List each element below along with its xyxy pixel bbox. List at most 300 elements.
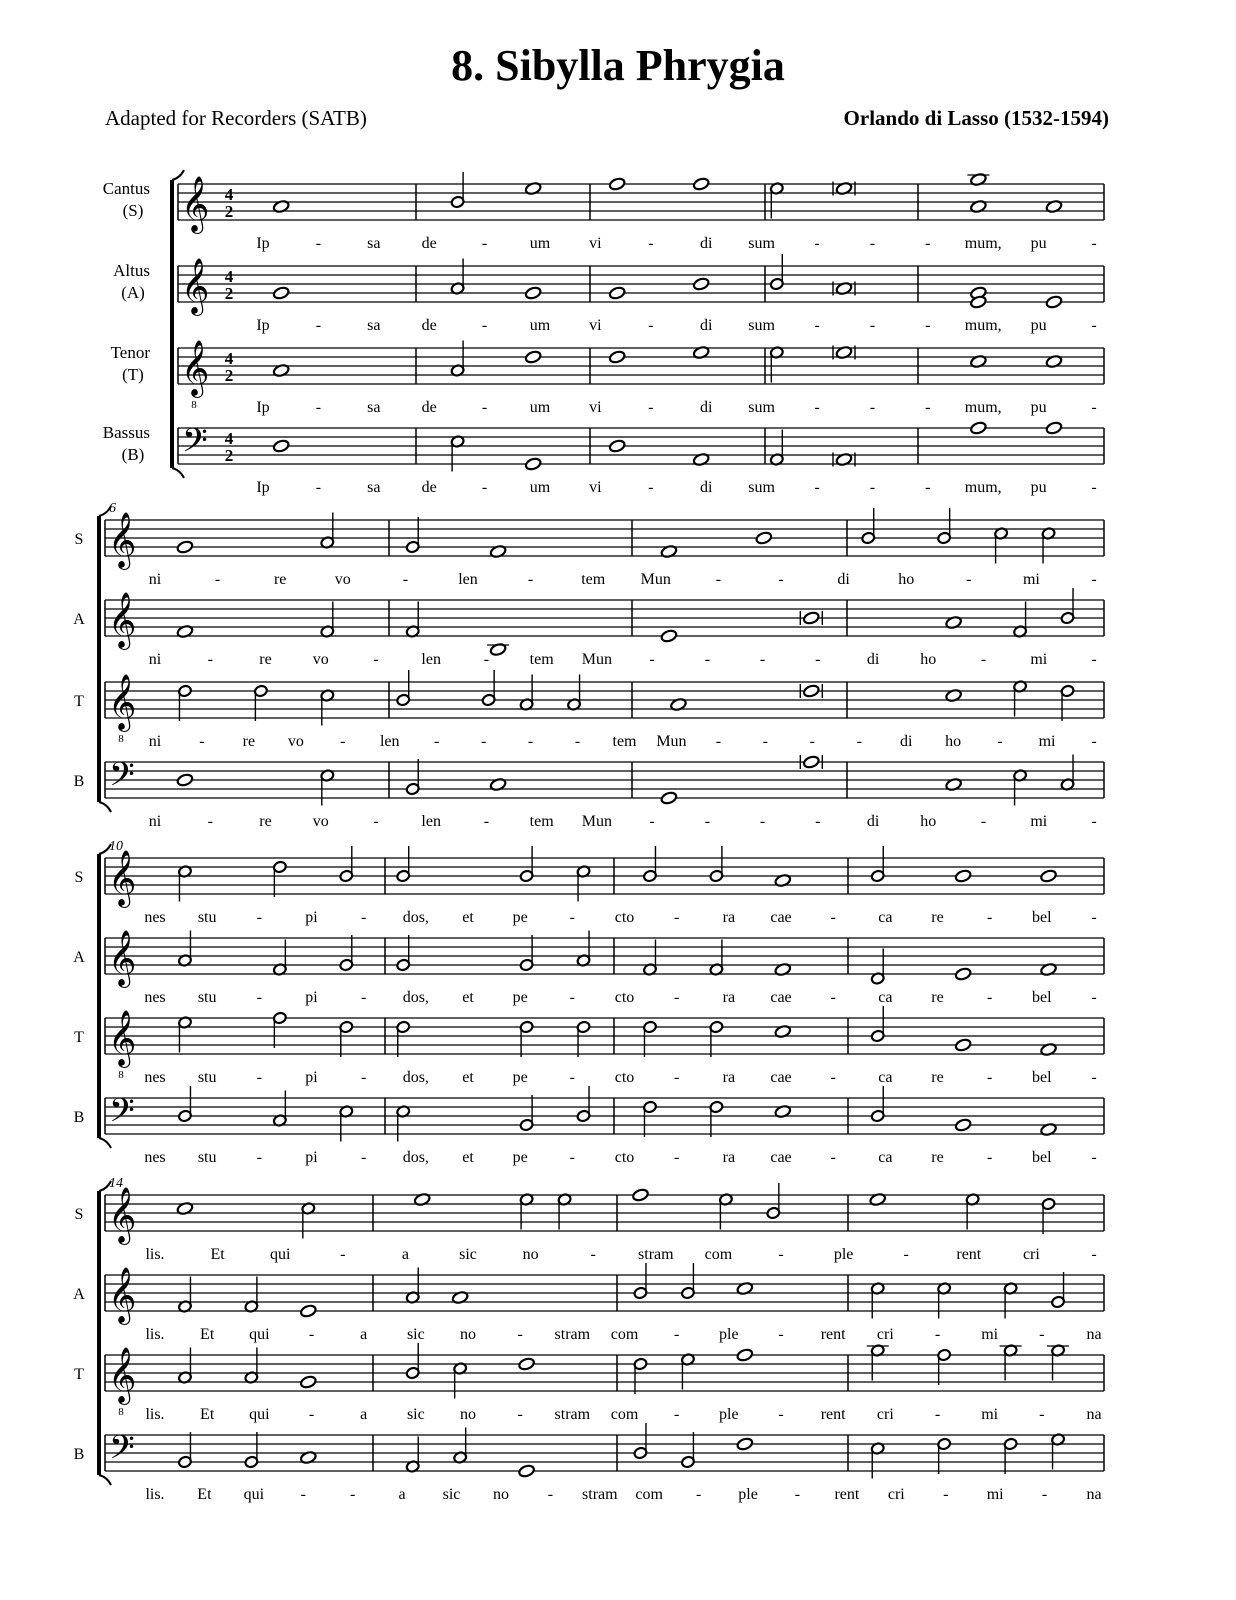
breve-note	[803, 611, 820, 625]
lyric-hyphen: -	[674, 1149, 680, 1166]
lyric-syllable: ho	[945, 733, 962, 750]
voice-name: Altus	[113, 261, 150, 280]
lyric-syllable: bel	[1032, 989, 1052, 1006]
staff-a	[105, 931, 1104, 989]
lyric-hyphen: -	[869, 235, 876, 252]
lyric-syllable: cae	[770, 909, 792, 926]
lyric-syllable: ple	[719, 1406, 739, 1423]
voice-short-name: S	[74, 1206, 84, 1223]
voice-short-name: A	[73, 949, 85, 966]
lyric-syllable: mum,	[964, 317, 1002, 334]
lyric-hyphen: -	[674, 1406, 680, 1423]
lyric-hyphen: -	[361, 989, 367, 1006]
lyric-hyphen: -	[980, 651, 987, 668]
lyric-syllable: stu	[197, 989, 217, 1006]
lyric-syllable: Mun	[640, 571, 671, 588]
lyric-syllable: sum	[748, 235, 775, 252]
lyric-hyphen: -	[361, 909, 367, 926]
lyric-syllable: ni	[148, 813, 162, 830]
lyric-hyphen: -	[373, 651, 379, 668]
lyric-syllable: re	[259, 651, 272, 668]
voice-name: Bassus	[102, 423, 150, 442]
lyric-syllable: dos,	[402, 909, 429, 926]
lyric-hyphen: -	[778, 1246, 784, 1263]
lyric-hyphen: -	[1091, 989, 1097, 1006]
lyric-syllable: vi	[589, 479, 602, 496]
lyric-syllable: di	[699, 235, 713, 252]
lyric-syllable: sum	[748, 399, 775, 416]
lyric-hyphen: -	[340, 733, 346, 750]
lyric-syllable: ho	[898, 571, 915, 588]
time-signature-bottom: 2	[224, 284, 234, 303]
whole-note	[300, 1375, 317, 1389]
lyric-syllable: re	[931, 989, 944, 1006]
lyric-hyphen: -	[980, 813, 987, 830]
lyric-hyphen: -	[1091, 813, 1097, 830]
lyric-syllable: sa	[367, 317, 381, 334]
lyric-syllable: tem	[529, 651, 554, 668]
lyric-syllable: no	[460, 1406, 476, 1423]
lyric-hyphen: -	[207, 813, 213, 830]
voice-name: Tenor	[110, 343, 150, 362]
staff-s	[178, 172, 1104, 234]
lyric-syllable: com	[610, 1406, 639, 1423]
lyric-hyphen: -	[1091, 909, 1097, 926]
lyric-syllable: sum	[748, 317, 775, 334]
voice-abbr: (A)	[121, 283, 145, 302]
lyric-hyphen: -	[759, 813, 766, 830]
whole-note	[273, 286, 290, 300]
lyric-hyphen: -	[256, 989, 262, 1006]
whole-note	[693, 277, 710, 291]
lyric-syllable: rent	[820, 1326, 846, 1343]
lyric-syllable: rent	[820, 1406, 846, 1423]
lyric-hyphen: -	[856, 733, 862, 750]
lyric-hyphen: -	[704, 813, 711, 830]
lyric-syllable: de	[421, 399, 437, 416]
lyric-hyphen: -	[1091, 479, 1097, 496]
staff-s	[105, 846, 1104, 908]
lyric-syllable: len	[379, 733, 400, 750]
lyric-syllable: bel	[1032, 1149, 1052, 1166]
octave-eight-mark: 8	[118, 733, 124, 745]
lyric-syllable: Mun	[656, 733, 687, 750]
lyric-syllable: mi	[1022, 571, 1040, 588]
lyric-syllable: mi	[1030, 651, 1048, 668]
lyric-syllable: ra	[722, 909, 736, 926]
lyric-syllable: ho	[920, 651, 937, 668]
lyric-hyphen: -	[695, 1486, 702, 1503]
whole-note	[300, 1304, 317, 1318]
lyric-hyphen: -	[934, 1406, 941, 1423]
lyric-syllable: cto	[614, 989, 635, 1006]
whole-note	[609, 286, 626, 300]
lyric-syllable: pu	[1030, 479, 1047, 496]
whole-note	[1045, 421, 1062, 435]
lyric-syllable: de	[421, 479, 437, 496]
lyric-hyphen: -	[674, 989, 680, 1006]
bracket-bottom-hook	[99, 802, 111, 812]
lyric-syllable: Et	[197, 1486, 212, 1503]
lyric-hyphen: -	[481, 317, 488, 334]
lyric-syllable: pi	[305, 1069, 318, 1086]
lyric-syllable: pe	[512, 989, 528, 1006]
time-signature-bottom: 2	[224, 202, 234, 221]
lyric-syllable: com	[704, 1246, 733, 1263]
lyric-syllable: ple	[719, 1326, 739, 1343]
lyric-syllable: re	[259, 813, 272, 830]
whole-note	[1045, 295, 1062, 309]
whole-note	[954, 1118, 971, 1132]
lyric-hyphen: -	[674, 1069, 680, 1086]
lyric-syllable: stram	[582, 1486, 618, 1503]
time-signature-top: 4	[224, 429, 234, 448]
voice-name: Cantus	[102, 179, 150, 198]
lyric-syllable: di	[899, 733, 913, 750]
lyric-syllable: cto	[614, 1069, 635, 1086]
lyric-hyphen: -	[794, 1486, 801, 1503]
bass-clef: 𝄢	[109, 1429, 135, 1474]
staff-s	[105, 508, 1104, 570]
lyric-hyphen: -	[778, 1406, 784, 1423]
whole-note	[609, 439, 626, 453]
lyric-syllable: sa	[367, 479, 381, 496]
lyric-syllable: cae	[770, 989, 792, 1006]
lyric-syllable: stu	[197, 1149, 217, 1166]
treble-clef: 𝄞	[108, 594, 137, 647]
treble-clef: 𝄞	[108, 514, 137, 567]
lyric-syllable: ca	[878, 909, 893, 926]
lyric-syllable: ra	[722, 1149, 736, 1166]
lyric-syllable: cri	[1022, 1246, 1040, 1263]
lyric-hyphen: -	[903, 1246, 909, 1263]
lyric-syllable: ni	[148, 651, 162, 668]
lyric-hyphen: -	[1091, 317, 1097, 334]
lyric-hyphen: -	[315, 317, 322, 334]
lyric-hyphen: -	[569, 1069, 575, 1086]
lyric-syllable: Mun	[581, 813, 612, 830]
lyric-syllable: lis.	[145, 1326, 165, 1343]
whole-note	[1040, 869, 1057, 883]
whole-note	[518, 1357, 535, 1371]
lyric-syllable: qui	[249, 1406, 270, 1423]
lyric-syllable: mum,	[964, 399, 1002, 416]
voice-short-name: S	[74, 869, 84, 886]
lyric-syllable: len	[458, 571, 478, 588]
octave-eight-mark: 8	[118, 1406, 124, 1418]
lyric-hyphen: -	[778, 571, 784, 588]
lyric-hyphen: -	[925, 479, 931, 496]
lyric-syllable: Mun	[581, 651, 612, 668]
whole-note	[525, 457, 542, 471]
lyric-syllable: sum	[748, 479, 775, 496]
composer-credit: Orlando di Lasso (1532-1594)	[843, 106, 1109, 130]
staff-b	[105, 755, 1104, 806]
whole-note	[273, 439, 290, 453]
lyric-hyphen: -	[574, 733, 581, 750]
lyric-hyphen: -	[814, 399, 820, 416]
lyric-syllable: re	[931, 1069, 944, 1086]
lyric-syllable: um	[529, 317, 551, 334]
lyric-hyphen: -	[987, 909, 993, 926]
lyric-hyphen: -	[1039, 1326, 1045, 1343]
lyric-syllable: ple	[738, 1486, 758, 1503]
treble-clef: 𝄞	[108, 1012, 137, 1065]
lyric-syllable: no	[492, 1486, 509, 1503]
lyric-syllable: ni	[148, 733, 162, 750]
lyric-syllable: dos,	[402, 989, 429, 1006]
lyric-syllable: ra	[722, 989, 736, 1006]
lyric-syllable: et	[462, 1149, 474, 1166]
lyric-hyphen: -	[649, 651, 655, 668]
lyric-syllable: len	[421, 651, 441, 668]
staff-b	[105, 1086, 1104, 1142]
lyric-hyphen: -	[361, 1069, 367, 1086]
lyric-syllable: a	[401, 1246, 409, 1263]
lyric-syllable: sa	[367, 235, 381, 252]
lyric-syllable: na	[1086, 1486, 1102, 1503]
staff-a	[105, 588, 1104, 657]
time-signature-top: 4	[224, 349, 234, 368]
lyric-hyphen: -	[569, 909, 575, 926]
lyric-syllable: ca	[878, 1069, 893, 1086]
lyric-hyphen: -	[1091, 235, 1097, 252]
treble-clef: 𝄞	[108, 1189, 137, 1242]
voice-short-name: A	[73, 1286, 85, 1303]
staff-a	[178, 254, 1104, 316]
lyric-hyphen: -	[674, 1326, 680, 1343]
whole-note	[954, 967, 971, 981]
lyric-hyphen: -	[483, 651, 490, 668]
octave-eight-mark: 8	[191, 399, 197, 411]
lyric-syllable: di	[699, 479, 713, 496]
lyric-hyphen: -	[830, 1149, 836, 1166]
lyric-syllable: et	[462, 989, 474, 1006]
lyric-syllable: ni	[148, 571, 162, 588]
lyric-hyphen: -	[590, 1246, 596, 1263]
lyric-syllable: pe	[512, 1149, 528, 1166]
lyric-syllable: bel	[1032, 1069, 1052, 1086]
lyric-hyphen: -	[987, 989, 993, 1006]
lyric-hyphen: -	[925, 317, 931, 334]
whole-note	[736, 1348, 753, 1362]
lyric-syllable: Et	[210, 1246, 225, 1263]
lyric-syllable: di	[866, 813, 880, 830]
lyric-hyphen: -	[517, 1406, 523, 1423]
lyric-hyphen: -	[547, 1486, 554, 1503]
lyric-hyphen: -	[997, 733, 1003, 750]
lyric-hyphen: -	[869, 399, 876, 416]
lyric-hyphen: -	[207, 651, 213, 668]
lyric-hyphen: -	[256, 1069, 262, 1086]
lyric-syllable: nes	[144, 1069, 166, 1086]
lyric-hyphen: -	[830, 1069, 836, 1086]
lyric-syllable: tem	[581, 571, 606, 588]
lyric-hyphen: -	[1091, 1069, 1097, 1086]
lyric-syllable: de	[421, 235, 437, 252]
lyric-syllable: di	[699, 399, 713, 416]
lyric-hyphen: -	[481, 479, 488, 496]
lyric-hyphen: -	[704, 651, 711, 668]
lyric-syllable: lis.	[145, 1246, 165, 1263]
lyric-hyphen: -	[199, 733, 205, 750]
measure-number: 6	[109, 501, 116, 516]
voice-abbr: (T)	[122, 365, 144, 384]
lyric-syllable: vo	[334, 571, 351, 588]
lyric-hyphen: -	[648, 317, 654, 334]
lyric-syllable: lis.	[145, 1406, 165, 1423]
voice-short-name: A	[73, 611, 85, 628]
bass-clef: 𝄢	[109, 1092, 135, 1137]
lyric-hyphen: -	[674, 909, 680, 926]
whole-note	[176, 540, 193, 554]
lyric-syllable: qui	[243, 1486, 265, 1503]
voice-short-name: T	[74, 1366, 84, 1383]
page-title: 8. Sibylla Phrygia	[451, 41, 785, 90]
whole-note	[660, 791, 677, 805]
lyric-syllable: sic	[406, 1326, 425, 1343]
lyric-hyphen: -	[373, 813, 379, 830]
lyric-syllable: pe	[512, 1069, 528, 1086]
lyric-syllable: na	[1086, 1406, 1102, 1423]
measure-number: 14	[109, 1176, 123, 1191]
bracket-bottom-hook	[99, 1138, 111, 1148]
lyric-syllable: nes	[144, 909, 166, 926]
whole-note	[755, 531, 772, 545]
lyric-hyphen: -	[987, 1149, 993, 1166]
voice-short-name: B	[73, 1446, 85, 1463]
lyric-syllable: pi	[305, 1149, 318, 1166]
lyric-syllable: di	[699, 317, 713, 334]
lyric-syllable: vo	[312, 813, 329, 830]
lyric-hyphen: -	[308, 1326, 315, 1343]
lyric-hyphen: -	[340, 1246, 346, 1263]
lyric-syllable: na	[1086, 1326, 1102, 1343]
lyric-hyphen: -	[315, 479, 322, 496]
lyric-syllable: re	[931, 1149, 944, 1166]
voice-abbr: (B)	[121, 445, 145, 464]
lyric-syllable: a	[360, 1326, 368, 1343]
lyric-hyphen: -	[715, 571, 722, 588]
lyric-hyphen: -	[814, 235, 820, 252]
lyric-hyphen: -	[649, 813, 655, 830]
lyric-syllable: nes	[144, 1149, 166, 1166]
treble-clef: 𝄞	[108, 1269, 137, 1322]
whole-note	[970, 421, 987, 435]
lyric-syllable: rent	[834, 1486, 860, 1503]
lyric-hyphen: -	[814, 479, 820, 496]
lyric-hyphen: -	[814, 317, 820, 334]
bracket-bottom-hook	[172, 468, 184, 478]
lyric-syllable: sa	[367, 399, 381, 416]
lyric-hyphen: -	[1039, 1406, 1045, 1423]
whole-note	[693, 177, 710, 191]
lyric-hyphen: -	[527, 571, 534, 588]
lyric-hyphen: -	[350, 1486, 356, 1503]
bass-clef: 𝄢	[182, 422, 208, 467]
lyric-hyphen: -	[815, 651, 821, 668]
whole-note	[954, 1038, 971, 1052]
voice-short-name: S	[74, 531, 84, 548]
breve-note	[803, 755, 820, 769]
voice-short-name: B	[73, 1109, 85, 1126]
treble-clef: 𝄞	[181, 178, 210, 231]
lyric-syllable: pi	[305, 909, 318, 926]
lyric-syllable: qui	[249, 1326, 270, 1343]
whole-note	[954, 869, 971, 883]
lyric-syllable: pu	[1030, 235, 1047, 252]
staff-t	[105, 1006, 1104, 1081]
lyric-syllable: cae	[770, 1069, 792, 1086]
lyric-hyphen: -	[869, 317, 876, 334]
lyric-hyphen: -	[481, 399, 488, 416]
lyric-hyphen: -	[402, 571, 409, 588]
lyric-syllable: sic	[442, 1486, 461, 1503]
lyric-syllable: cri	[876, 1326, 894, 1343]
lyric-syllable: vi	[589, 317, 602, 334]
lyric-hyphen: -	[1091, 1246, 1097, 1263]
lyric-syllable: len	[421, 813, 441, 830]
lyric-syllable: mi	[1038, 733, 1056, 750]
time-signature-top: 4	[224, 185, 234, 204]
lyric-hyphen: -	[925, 399, 931, 416]
lyric-hyphen: -	[830, 989, 836, 1006]
lyric-syllable: mi	[1030, 813, 1048, 830]
lyric-hyphen: -	[214, 571, 221, 588]
lyric-hyphen: -	[869, 479, 876, 496]
lyric-syllable: cto	[614, 909, 635, 926]
lyric-hyphen: -	[943, 1486, 949, 1503]
lyric-syllable: com	[610, 1326, 639, 1343]
lyric-hyphen: -	[517, 1326, 523, 1343]
lyric-syllable: di	[837, 571, 850, 588]
voice-short-name: B	[73, 773, 85, 790]
lyric-syllable: um	[529, 235, 551, 252]
lyric-hyphen: -	[809, 733, 815, 750]
lyric-hyphen: -	[648, 479, 654, 496]
lyric-hyphen: -	[830, 909, 836, 926]
lyric-hyphen: -	[256, 909, 262, 926]
lyric-hyphen: -	[1091, 571, 1097, 588]
lyric-syllable: re	[242, 733, 256, 750]
lyric-hyphen: -	[778, 1326, 784, 1343]
staff-s	[105, 1183, 1104, 1245]
lyric-hyphen: -	[256, 1149, 262, 1166]
lyric-syllable: stram	[554, 1406, 591, 1423]
lyric-syllable: cri	[887, 1486, 905, 1503]
lyric-hyphen: -	[300, 1486, 306, 1503]
lyric-syllable: stram	[638, 1246, 674, 1263]
lyric-syllable: Ip	[256, 399, 270, 416]
lyric-hyphen: -	[481, 235, 488, 252]
lyric-hyphen: -	[648, 399, 654, 416]
lyric-syllable: stram	[554, 1326, 591, 1343]
lyric-syllable: ra	[722, 1069, 736, 1086]
lyric-syllable: tem	[529, 813, 554, 830]
breve-note	[803, 684, 820, 698]
lyric-syllable: pu	[1030, 317, 1047, 334]
lyric-syllable: de	[421, 317, 437, 334]
whole-note	[176, 773, 193, 787]
whole-note	[525, 286, 542, 300]
lyric-syllable: ca	[878, 1149, 893, 1166]
lyric-syllable: nes	[144, 989, 166, 1006]
lyric-hyphen: -	[1091, 733, 1097, 750]
lyric-syllable: dos,	[402, 1149, 429, 1166]
lyric-syllable: rent	[956, 1246, 982, 1263]
voice-short-name: T	[74, 1029, 84, 1046]
lyric-hyphen: -	[934, 1326, 941, 1343]
